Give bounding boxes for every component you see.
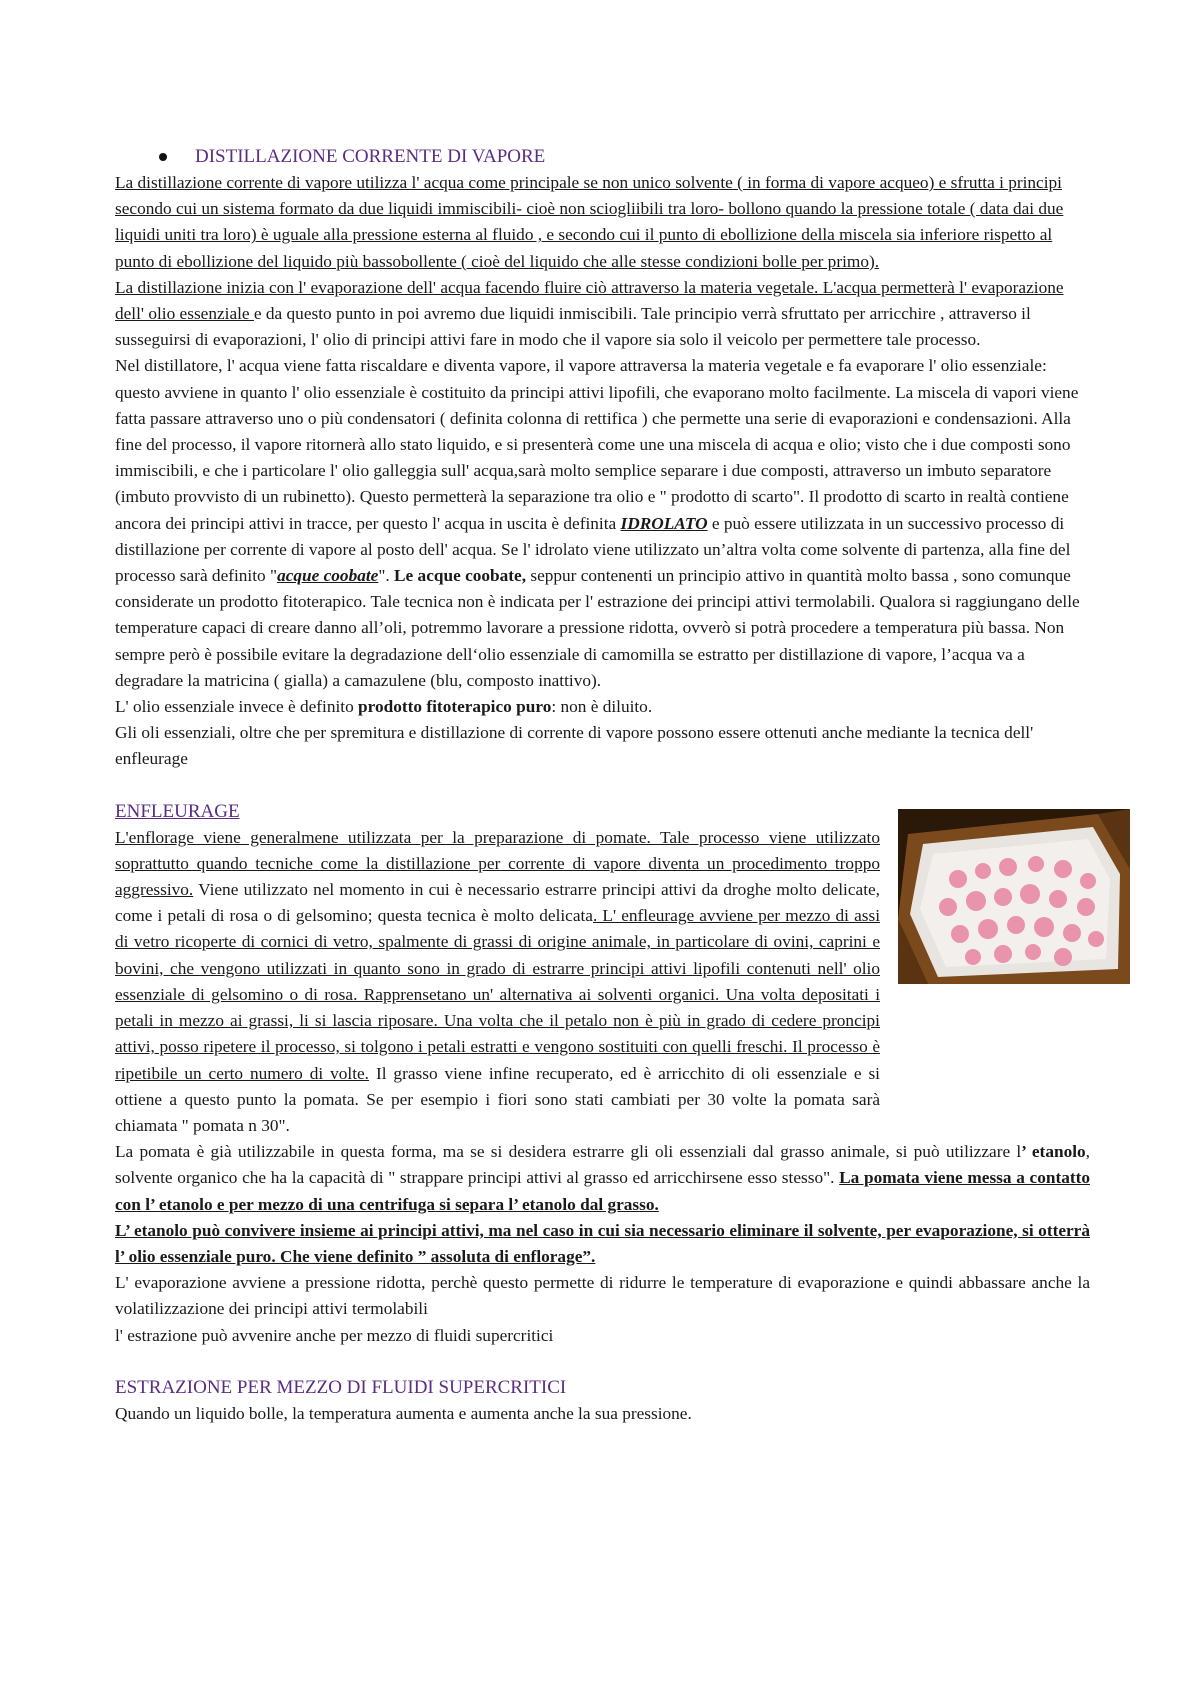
paragraph: l' estrazione può avvenire anche per mezzo di fluidi supercritici [115,1325,554,1345]
paragraph [115,825,880,1139]
underlined-text: . L' enfleurage avviene per mezzo di assi di vetro ricoperte di cornici di vetro, spalmente di grassi di origine animale, in particolare di ovini, caprini e bovini, che vengono utilizzati in quanto sono in grado di estrarre principi attivi lipofili contenuti nell' olio essenziale di gelsomino o di rosa. Rapprensetano un' alternativa ai solventi organici. Una volta depositati i petali in mezzo ai grassi, li si lascia riposare. Una volta che il petalo non è più in grado di cedere proncipi attivi, posso ripetere il processo, si tolgono i petali estratti e vengono sostituiti con quelli freschi. Il processo è ripetibile un certo numero di volte. [115,906,880,1083]
heading-text: DISTILLAZIONE CORRENTE DI VAPORE [195,146,546,167]
text: La pomata è già utilizzabile in questa forma, ma se si desidera estrarre gli oli essenziali dal grasso animale, si può utilizzare l [115,1142,1022,1162]
paragraph: La distillazione corrente di vapore utilizza l' acqua come principale se non unico solvente ( in forma di vapore acqueo) e sfrutta i principi secondo cui un sistema formato da due liquidi immiscibili- cioè non sciogliibili tra loro- bollono quando la pressione totale ( data dai due liquidi uniti tra loro) è uguale alla pressione esterna al fluido , e secondo cui il punto di ebollizione della miscela sia inferiore rispetto al punto di ebollizione del liquido più bassobollente ( cioè del liquido che alle stesse condizioni bolle per primo). [115,173,1064,271]
bold-text: Le acque coobate, [394,566,527,586]
text: : non è diluito. [551,697,653,717]
text: e può essere utilizzata in un successivo processo di distillazione per corrente di vapore al posto dell' acqua. Se l' idrolato viene utilizzato un’altra volta come solvente di partenza, alla fine del processo sarà definito " [115,513,1071,586]
text: Nel distillatore, l' acqua viene fatta riscaldare e diventa vapore, il vapore attraversa la materia vegetale e fa evaporare l' olio essenziale: questo avviene in quanto l' olio essenziale è costituito da principi attivi lipofili, che evaporano molto facilmente. La miscela di vapori viene fatta passare attraverso uno o più condensatori ( definita colonna di rettifica ) che permette una serie di evaporazioni e condensazioni. Alla fine del processo, il vapore ritornerà allo stato liquido, e si presenterà come une una miscela di acqua e olio; visto che i due composti sono immiscibili, e che i particolare l' olio galleggia sull' acqua,sarà molto semplice separare i due composti, attraverso un imbuto separatore (imbuto provvisto di un rubinetto). Questo permetterà la separazione tra olio e " prodotto di scarto". Il prodotto di scarto in realtà contiene ancora dei principi attivi in tracce, per questo l' acqua in uscita è definita [115,356,1079,533]
term-acque-coobate: acque coobate [277,566,379,586]
section-heading-fluidi: ESTRAZIONE PER MEZZO DI FLUIDI SUPERCRITICI [115,1376,567,1398]
underlined-text: La distillazione inizia con l' evaporazione dell' acqua facendo fluire ciò attraverso la materia vegetale. L'acqua permetterà l' evaporazione dell' olio essenziale [115,277,1064,324]
section-heading-enfleurage: ENFLEURAGE [115,800,240,822]
text: ". [378,566,395,586]
text: Viene utilizzato nel momento in cui è necessario estrarre principi attivi da droghe molto delicate, come i petali di rosa o di gelsomino; questa tecnica è molto delicata [115,880,880,926]
rose-petals-tray-image [898,809,1130,984]
section-heading-distillazione [115,144,1090,170]
paragraph: L' evaporazione avviene a pressione ridotta, perchè questo permette di ridurre le temperature di evaporazione e quindi abbassare anche la volatilizzazione dei principi attivi termolabili [115,1273,1090,1319]
underlined-text: L'enflorage viene generalmene utilizzata per la preparazione di pomate. Tale processo viene utilizzato soprattutto quando tecniche come la distillazione per corrente di vapore diventa un procedimento troppo aggressivo. [115,827,880,900]
text: Il grasso viene infine recuperato, ed è arricchito di oli essenziale e si ottiene a questo punto la pomata. Se per esempio i fiori sono stati cambiati per 30 volte la pomata sarà chiamata " pomata n 30". [115,1063,880,1135]
bold-text: prodotto fitoterapico puro [358,697,552,717]
paragraph [115,694,1090,720]
bold-text: ’ etanolo [1021,1142,1086,1162]
text: seppur contenenti un principio attivo in quantità molto bassa , sono comunque considerate un prodotto fitoterapico. Tale tecnica non è indicata per l' estrazione dei principi attivi termolabili. Qualora si raggiungano delle temperature capaci di creare danno all’oli, potremmo lavorare a pressione ridotta, ovverò si potrà procedere a temperatura più bassa. Non sempre però è possibile evitare la degradazione dell‘olio essenziale di camomilla se estratto per distillazione di vapore, l’acqua va a degradare la matricina ( gialla) a camazulene (blu, composto inattivo). [115,566,1080,690]
paragraph [115,275,1090,354]
paragraph: Quando un liquido bolle, la temperatura aumenta e aumenta anche la sua pressione. [115,1403,692,1423]
enfleurage-section [115,799,1090,1139]
bullet-icon [159,153,167,161]
enfleurage-photo [898,809,1130,984]
term-idrolato: IDROLATO [620,513,708,533]
bold-underlined-text: La pomata viene messa a contatto con l’ etanolo e per mezzo di una centrifuga si separa l’ etanolo dal grasso. [115,1168,1090,1214]
text: e da questo punto in poi avremo due liquidi inmiscibili. Tale principio verrà sfruttato per arricchire , attraverso il susseguirsi di evaporazioni, l' olio di principi attivi fare in modo che il vapore sia solo il veicolo per permettere tale processo. [115,304,1031,350]
document-body [115,144,1090,1427]
paragraph [115,1139,1090,1218]
paragraph [115,353,1090,694]
text: , solvente organico che ha la capacità di " strappare principi attivi al grasso ed arricchirsene esso stesso". [115,1142,1090,1188]
paragraph: L’ etanolo può convivere insieme ai principi attivi, ma nel caso in cui sia necessario eliminare il solvente, per evaporazione, si otterrà l’ olio essenziale puro. Che viene definito ” assoluta di enflorage”. [115,1220,1090,1266]
paragraph: Gli oli essenziali, oltre che per spremitura e distillazione di corrente di vapore possono essere ottenuti anche mediante la tecnica dell' enfleurage [115,723,1034,769]
text: L' olio essenziale invece è definito [115,697,359,717]
